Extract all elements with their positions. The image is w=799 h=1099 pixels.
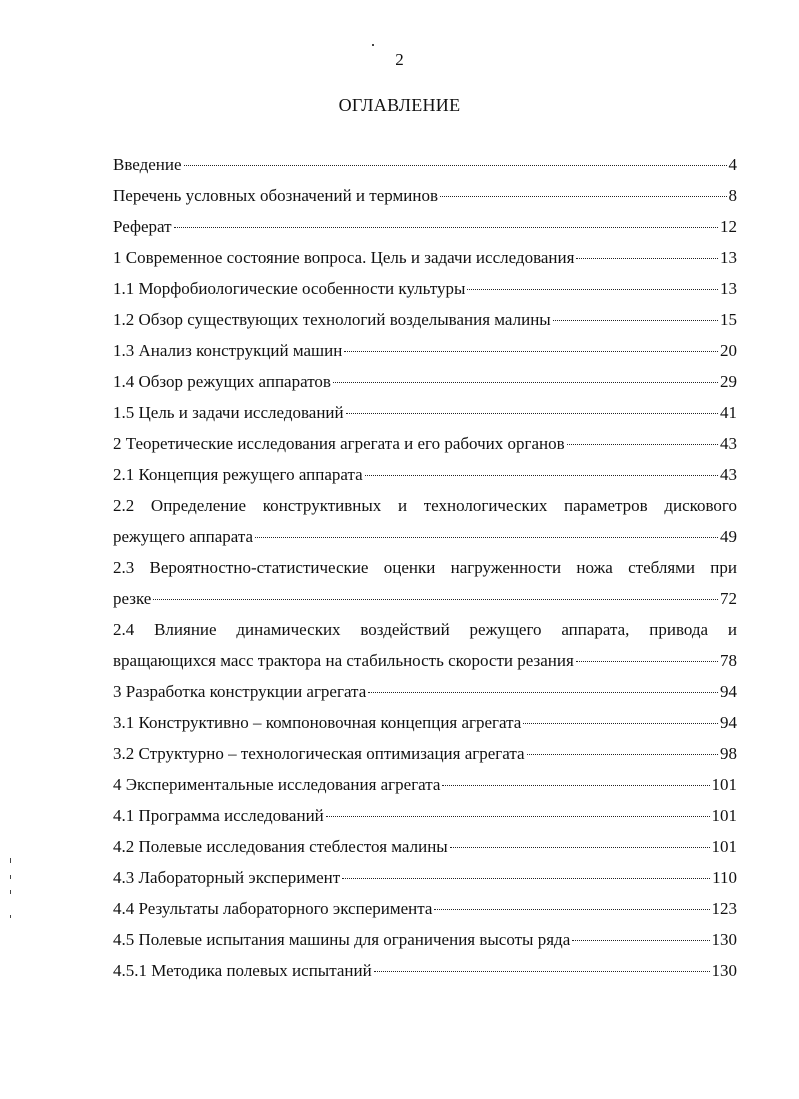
toc-entry-label: 2.1 Концепция режущего аппарата bbox=[113, 465, 363, 484]
toc-entry bbox=[113, 433, 737, 464]
toc-entry-page-number: 43 bbox=[720, 465, 737, 484]
toc-entry-page-number: 43 bbox=[720, 434, 737, 453]
toc-entry-label: 3 Разработка конструкции агрегата bbox=[113, 682, 367, 701]
toc-entry-page-number: 94 bbox=[720, 713, 737, 732]
dot-leader bbox=[572, 940, 709, 941]
toc-entry bbox=[113, 185, 737, 216]
toc-entry-first-line: 2.3 Вероятностно-статистические оценки нагруженности ножа стеблями при bbox=[113, 558, 737, 577]
toc-entry-label: 4 Экспериментальные исследования агрегата bbox=[113, 775, 441, 794]
toc-entry-page-number: 41 bbox=[720, 403, 737, 422]
dot-leader bbox=[576, 258, 718, 259]
dot-leader bbox=[174, 227, 718, 228]
dot-leader bbox=[333, 382, 718, 383]
dot-leader bbox=[527, 754, 718, 755]
scan-speck bbox=[10, 875, 11, 879]
dot-leader bbox=[467, 289, 718, 290]
toc-entry bbox=[113, 216, 737, 247]
toc-entry-page-number: 130 bbox=[711, 930, 737, 949]
toc-entry bbox=[113, 309, 737, 340]
dot-leader bbox=[153, 599, 718, 600]
toc-entry-page-number: 49 bbox=[720, 527, 737, 546]
toc-entry bbox=[113, 743, 737, 774]
toc-entry-label: Введение bbox=[113, 155, 182, 174]
toc-entry-label: Перечень условных обозначений и терминов bbox=[113, 186, 438, 205]
toc-entry bbox=[113, 371, 737, 402]
toc-entry-last-line bbox=[113, 650, 737, 671]
dot-leader bbox=[553, 320, 718, 321]
dot-leader bbox=[184, 165, 727, 166]
toc-entry-label: 1.5 Цель и задачи исследований bbox=[113, 403, 344, 422]
toc-entry-label: 3.1 Конструктивно – компоновочная концепция агрегата bbox=[113, 713, 522, 732]
scan-speck bbox=[10, 890, 11, 894]
scan-speck bbox=[10, 915, 11, 918]
toc-entry bbox=[113, 495, 737, 547]
toc-entry-page-number: 98 bbox=[720, 744, 737, 763]
toc-entry-page-number: 13 bbox=[720, 248, 737, 267]
dot-leader bbox=[342, 878, 710, 879]
toc-entry bbox=[113, 836, 737, 867]
dot-leader bbox=[346, 413, 718, 414]
toc-entry-first-line: 2.2 Определение конструктивных и технологических параметров дискового bbox=[113, 496, 737, 515]
dot-leader bbox=[440, 196, 727, 197]
toc-entry-page-number: 101 bbox=[711, 806, 737, 825]
toc-entry bbox=[113, 929, 737, 960]
toc-entry-page-number: 72 bbox=[720, 589, 737, 608]
scan-speck bbox=[10, 858, 11, 863]
toc-entry-label: вращающихся масс трактора на стабильность скорости резания bbox=[113, 651, 574, 670]
toc-entry-first-line: 2.4 Влияние динамических воздействий режущего аппарата, привода и bbox=[113, 620, 737, 639]
toc-entry-label: резке bbox=[113, 589, 152, 608]
toc-entry-page-number: 123 bbox=[711, 899, 737, 918]
toc-entry bbox=[113, 340, 737, 371]
table-of-contents-title: ОГЛАВЛЕНИЕ bbox=[338, 95, 461, 115]
dot-leader bbox=[567, 444, 718, 445]
toc-entry-label: 1 Современное состояние вопроса. Цель и задачи исследования bbox=[113, 248, 575, 267]
toc-entry bbox=[113, 619, 737, 671]
toc-entry-label: 4.1 Программа исследований bbox=[113, 806, 324, 825]
toc-entry-page-number: 130 bbox=[711, 961, 737, 980]
dot-leader bbox=[368, 692, 718, 693]
toc-entry-label: 2 Теоретические исследования агрегата и его рабочих органов bbox=[113, 434, 565, 453]
dot-leader bbox=[365, 475, 718, 476]
toc-entry bbox=[113, 681, 737, 712]
toc-entry-page-number: 13 bbox=[720, 279, 737, 298]
toc-entry bbox=[113, 805, 737, 836]
toc-entry-label: 4.5 Полевые испытания машины для ограничения высоты ряда bbox=[113, 930, 571, 949]
toc-entry-label: 1.4 Обзор режущих аппаратов bbox=[113, 372, 331, 391]
toc-entry-page-number: 4 bbox=[728, 155, 737, 174]
dot-leader bbox=[344, 351, 718, 352]
toc-entry-label: 4.3 Лабораторный эксперимент bbox=[113, 868, 341, 887]
toc-entry bbox=[113, 557, 737, 609]
dot-leader bbox=[442, 785, 709, 786]
toc-entry-label: 4.5.1 Методика полевых испытаний bbox=[113, 961, 372, 980]
toc-entry bbox=[113, 278, 737, 309]
dot-leader bbox=[450, 847, 710, 848]
toc-entry-page-number: 94 bbox=[720, 682, 737, 701]
toc-entry-last-line bbox=[113, 588, 737, 609]
toc-entry-page-number: 110 bbox=[712, 868, 737, 887]
toc-entry bbox=[113, 774, 737, 805]
dot-leader bbox=[374, 971, 710, 972]
toc-entry-page-number: 12 bbox=[720, 217, 737, 236]
toc-entry-label: 1.3 Анализ конструкций машин bbox=[113, 341, 343, 360]
dot-leader bbox=[576, 661, 718, 662]
dot-leader bbox=[255, 537, 718, 538]
toc-entry-label: 1.2 Обзор существующих технологий возделывания малины bbox=[113, 310, 551, 329]
toc-entry-label: 3.2 Структурно – технологическая оптимизация агрегата bbox=[113, 744, 525, 763]
toc-entry bbox=[113, 867, 737, 898]
toc-entry-label: Реферат bbox=[113, 217, 172, 236]
toc-entry bbox=[113, 960, 737, 991]
toc-entry-label: 1.1 Морфобиологические особенности культуры bbox=[113, 279, 466, 298]
toc-entry bbox=[113, 247, 737, 278]
toc-entry bbox=[113, 464, 737, 495]
scan-speck bbox=[372, 44, 374, 46]
dot-leader bbox=[523, 723, 718, 724]
toc-entry bbox=[113, 712, 737, 743]
table-of-contents bbox=[113, 154, 737, 991]
toc-entry-page-number: 20 bbox=[720, 341, 737, 360]
toc-entry-page-number: 29 bbox=[720, 372, 737, 391]
toc-entry bbox=[113, 154, 737, 185]
toc-entry-page-number: 101 bbox=[711, 837, 737, 856]
toc-entry-page-number: 78 bbox=[720, 651, 737, 670]
toc-entry-label: режущего аппарата bbox=[113, 527, 254, 546]
dot-leader bbox=[326, 816, 710, 817]
dot-leader bbox=[434, 909, 709, 910]
toc-entry-last-line bbox=[113, 526, 737, 547]
toc-entry-page-number: 15 bbox=[720, 310, 737, 329]
toc-entry bbox=[113, 402, 737, 433]
toc-entry-label: 4.4 Результаты лабораторного эксперимента bbox=[113, 899, 433, 918]
page-number: 2 bbox=[395, 50, 404, 69]
toc-entry-page-number: 101 bbox=[711, 775, 737, 794]
toc-entry-page-number: 8 bbox=[728, 186, 737, 205]
toc-entry-label: 4.2 Полевые исследования стеблестоя малины bbox=[113, 837, 448, 856]
toc-entry bbox=[113, 898, 737, 929]
